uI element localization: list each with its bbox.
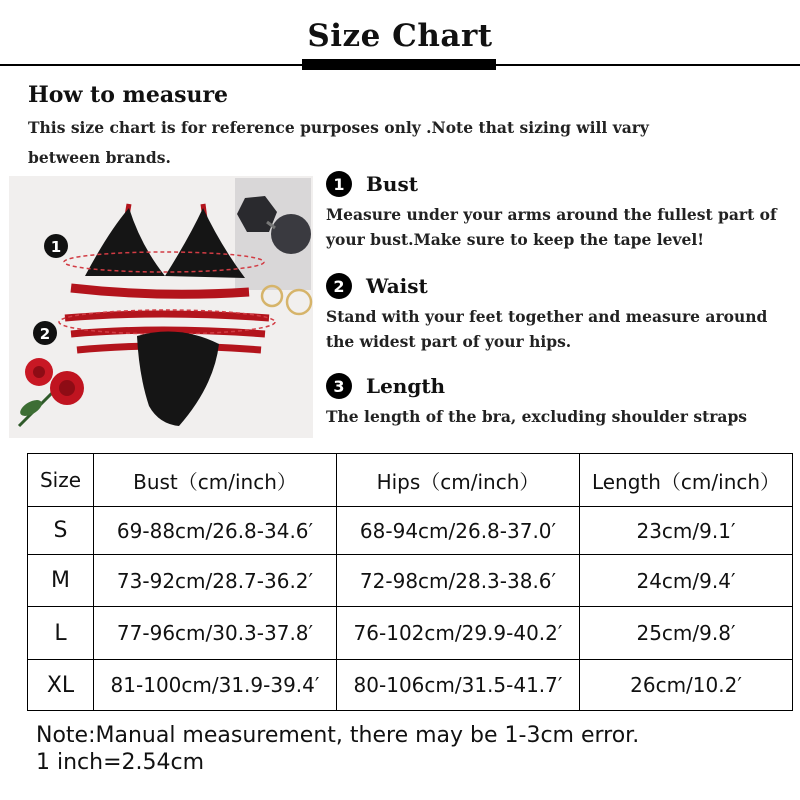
- number-badge-icon: 1: [326, 171, 352, 197]
- measure-waist: [326, 272, 796, 354]
- measurement-error-note: [36, 722, 639, 776]
- table-row: [28, 507, 793, 555]
- lingerie-illustration: [9, 176, 313, 438]
- table-cell: 69-88cm/26.8-34.6′: [94, 507, 337, 555]
- earring-icon: [287, 290, 311, 314]
- table-cell: 26cm/10.2′: [580, 660, 793, 711]
- measure-label: Waist: [366, 274, 428, 298]
- product-photo: [9, 176, 313, 438]
- size-table: [27, 453, 793, 711]
- bra-cup-right: [165, 208, 245, 278]
- table-cell: 80-106cm/31.5-41.7′: [337, 660, 580, 711]
- table-cell: 72-98cm/28.3-38.6′: [337, 555, 580, 607]
- table-header-row: [28, 454, 793, 507]
- measure-label: Length: [366, 374, 446, 398]
- table-cell: 24cm/9.4′: [580, 555, 793, 607]
- number-badge-icon: 2: [326, 273, 352, 299]
- panty-body: [137, 332, 219, 427]
- table-cell: 68-94cm/26.8-37.0′: [337, 507, 580, 555]
- note-line-1: Note:Manual measurement, there may be 1-3cm error.: [36, 723, 640, 748]
- table-header-cell: Length（cm/inch）: [580, 454, 793, 507]
- measure-description: The length of the bra, excluding shoulder straps: [326, 407, 748, 426]
- measure-bust: [326, 170, 796, 252]
- table-header-cell: Size: [28, 454, 94, 507]
- table-cell: S: [28, 507, 94, 555]
- table-cell: 23cm/9.1′: [580, 507, 793, 555]
- bra-cup-left: [85, 208, 165, 276]
- table-cell: 25cm/9.8′: [580, 607, 793, 660]
- how-to-heading: How to measure: [28, 82, 229, 108]
- table-cell: 81-100cm/31.9-39.4′: [94, 660, 337, 711]
- measure-length: [326, 372, 796, 429]
- table-row: [28, 607, 793, 660]
- number-badge-icon: 3: [326, 373, 352, 399]
- panty-strap: [65, 314, 269, 318]
- table-cell: M: [28, 555, 94, 607]
- table-header-cell: Bust（cm/inch）: [94, 454, 337, 507]
- table-cell: XL: [28, 660, 94, 711]
- table-cell: 73-92cm/28.7-36.2′: [94, 555, 337, 607]
- table-row: [28, 660, 793, 711]
- bra-underband: [71, 288, 249, 294]
- marker-1-label: 1: [50, 238, 62, 256]
- note-line-2: 1 inch=2.54cm: [36, 750, 205, 775]
- table-cell: 76-102cm/29.9-40.2′: [337, 607, 580, 660]
- measure-label: Bust: [366, 172, 418, 196]
- table-row: [28, 555, 793, 607]
- title-divider-bar: [302, 59, 496, 70]
- measure-description: Measure under your arms around the fullest part of your bust.Make sure to keep the tape level!: [326, 205, 777, 249]
- page-title: Size Chart: [307, 18, 493, 54]
- table-cell: 77-96cm/30.3-37.8′: [94, 607, 337, 660]
- rose-icon: [18, 358, 84, 426]
- measure-description: Stand with your feet together and measure around the widest part of your hips.: [326, 307, 768, 351]
- marker-2-label: 2: [39, 325, 51, 343]
- table-header-cell: Hips（cm/inch）: [337, 454, 580, 507]
- reference-note: This size chart is for reference purposes only .Note that sizing will vary between brands.: [28, 118, 649, 167]
- table-cell: L: [28, 607, 94, 660]
